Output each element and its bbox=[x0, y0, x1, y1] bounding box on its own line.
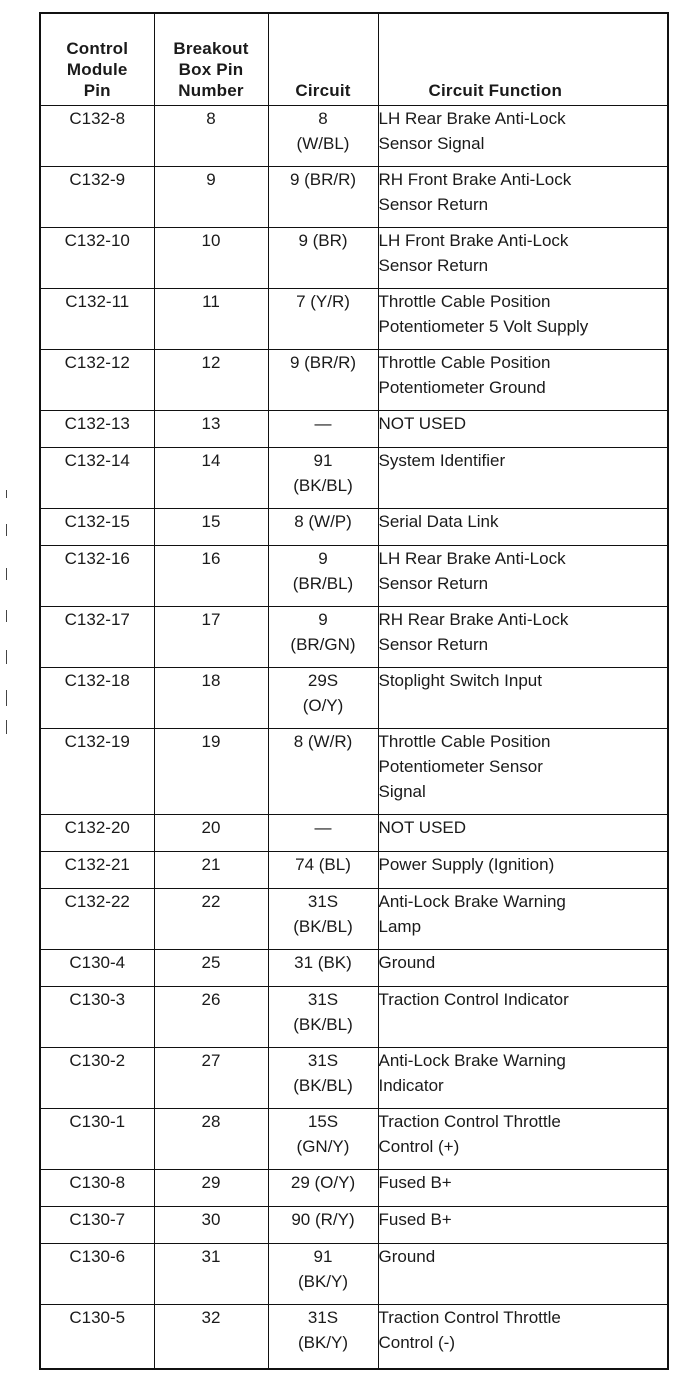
margin-mark bbox=[6, 610, 7, 622]
table-row bbox=[40, 289, 668, 350]
header-breakout-box-pin: Breakout Box Pin Number bbox=[154, 13, 268, 106]
circuit-function-cell: Ground bbox=[378, 950, 668, 987]
circuit-cell: 29S (O/Y) bbox=[268, 668, 378, 729]
breakout-pin-cell: 30 bbox=[154, 1207, 268, 1244]
breakout-pin-cell: 15 bbox=[154, 509, 268, 546]
circuit-cell: 31S (BK/BL) bbox=[268, 889, 378, 950]
breakout-pin-cell: 11 bbox=[154, 289, 268, 350]
table-row bbox=[40, 729, 668, 815]
circuit-cell: 9 (BR/BL) bbox=[268, 546, 378, 607]
breakout-pin-cell: 12 bbox=[154, 350, 268, 411]
pinout-table bbox=[39, 12, 669, 1370]
circuit-cell: 31S (BK/Y) bbox=[268, 1305, 378, 1369]
circuit-cell: 31 (BK) bbox=[268, 950, 378, 987]
circuit-function-cell: Throttle Cable Position Potentiometer Sensor Signal bbox=[378, 729, 668, 815]
pin-cell: C132-12 bbox=[40, 350, 154, 411]
circuit-cell: 15S (GN/Y) bbox=[268, 1109, 378, 1170]
table-row bbox=[40, 106, 668, 167]
circuit-function-cell: Throttle Cable Position Potentiometer 5 Volt Supply bbox=[378, 289, 668, 350]
margin-mark bbox=[6, 690, 7, 706]
breakout-pin-cell: 8 bbox=[154, 106, 268, 167]
circuit-cell: 31S (BK/BL) bbox=[268, 987, 378, 1048]
margin-mark bbox=[6, 650, 7, 664]
pin-cell: C132-11 bbox=[40, 289, 154, 350]
circuit-function-cell: Traction Control Throttle Control (+) bbox=[378, 1109, 668, 1170]
table-row bbox=[40, 815, 668, 852]
circuit-function-cell: RH Rear Brake Anti-Lock Sensor Return bbox=[378, 607, 668, 668]
table-row bbox=[40, 509, 668, 546]
pin-cell: C132-16 bbox=[40, 546, 154, 607]
breakout-pin-cell: 16 bbox=[154, 546, 268, 607]
table-row bbox=[40, 411, 668, 448]
pin-cell: C132-14 bbox=[40, 448, 154, 509]
circuit-cell: 8 (W/R) bbox=[268, 729, 378, 815]
circuit-cell: 31S (BK/BL) bbox=[268, 1048, 378, 1109]
circuit-cell: 90 (R/Y) bbox=[268, 1207, 378, 1244]
pin-cell: C132-10 bbox=[40, 228, 154, 289]
breakout-pin-cell: 18 bbox=[154, 668, 268, 729]
circuit-cell: 9 (BR/R) bbox=[268, 350, 378, 411]
circuit-cell: 9 (BR/R) bbox=[268, 167, 378, 228]
pin-cell: C130-8 bbox=[40, 1170, 154, 1207]
circuit-function-cell: Anti-Lock Brake Warning Lamp bbox=[378, 889, 668, 950]
breakout-pin-cell: 22 bbox=[154, 889, 268, 950]
table-row bbox=[40, 852, 668, 889]
table-row bbox=[40, 1048, 668, 1109]
table-row bbox=[40, 1109, 668, 1170]
breakout-pin-cell: 31 bbox=[154, 1244, 268, 1305]
table-row bbox=[40, 607, 668, 668]
breakout-pin-cell: 32 bbox=[154, 1305, 268, 1369]
pin-cell: C132-13 bbox=[40, 411, 154, 448]
circuit-function-cell: Stoplight Switch Input bbox=[378, 668, 668, 729]
breakout-pin-cell: 13 bbox=[154, 411, 268, 448]
table-body bbox=[40, 106, 668, 1369]
circuit-function-cell: LH Rear Brake Anti-Lock Sensor Signal bbox=[378, 106, 668, 167]
breakout-pin-cell: 10 bbox=[154, 228, 268, 289]
breakout-pin-cell: 25 bbox=[154, 950, 268, 987]
table-row bbox=[40, 1170, 668, 1207]
breakout-pin-cell: 17 bbox=[154, 607, 268, 668]
pin-cell: C132-20 bbox=[40, 815, 154, 852]
circuit-function-cell: Fused B+ bbox=[378, 1207, 668, 1244]
pin-cell: C132-9 bbox=[40, 167, 154, 228]
circuit-cell: 29 (O/Y) bbox=[268, 1170, 378, 1207]
margin-mark bbox=[6, 568, 7, 580]
breakout-pin-cell: 27 bbox=[154, 1048, 268, 1109]
circuit-function-cell: Fused B+ bbox=[378, 1170, 668, 1207]
pin-cell: C130-4 bbox=[40, 950, 154, 987]
pin-cell: C130-7 bbox=[40, 1207, 154, 1244]
table-row bbox=[40, 889, 668, 950]
circuit-cell: — bbox=[268, 411, 378, 448]
pin-cell: C130-2 bbox=[40, 1048, 154, 1109]
breakout-pin-cell: 26 bbox=[154, 987, 268, 1048]
table-row bbox=[40, 950, 668, 987]
table-row bbox=[40, 987, 668, 1048]
margin-mark bbox=[6, 720, 7, 734]
circuit-function-cell: Throttle Cable Position Potentiometer Ground bbox=[378, 350, 668, 411]
circuit-function-cell: Serial Data Link bbox=[378, 509, 668, 546]
breakout-pin-cell: 14 bbox=[154, 448, 268, 509]
circuit-function-cell: System Identifier bbox=[378, 448, 668, 509]
circuit-cell: 9 (BR) bbox=[268, 228, 378, 289]
circuit-cell: 91 (BK/Y) bbox=[268, 1244, 378, 1305]
circuit-cell: 8 (W/BL) bbox=[268, 106, 378, 167]
pin-cell: C132-15 bbox=[40, 509, 154, 546]
circuit-function-cell: LH Rear Brake Anti-Lock Sensor Return bbox=[378, 546, 668, 607]
circuit-function-cell: LH Front Brake Anti-Lock Sensor Return bbox=[378, 228, 668, 289]
table-row bbox=[40, 668, 668, 729]
pin-cell: C132-22 bbox=[40, 889, 154, 950]
header-circuit: Circuit bbox=[268, 13, 378, 106]
pin-cell: C132-8 bbox=[40, 106, 154, 167]
circuit-function-cell: Ground bbox=[378, 1244, 668, 1305]
circuit-function-cell: Traction Control Indicator bbox=[378, 987, 668, 1048]
margin-marks bbox=[6, 490, 8, 740]
circuit-cell: 9 (BR/GN) bbox=[268, 607, 378, 668]
circuit-cell: 74 (BL) bbox=[268, 852, 378, 889]
breakout-pin-cell: 21 bbox=[154, 852, 268, 889]
pin-cell: C130-5 bbox=[40, 1305, 154, 1369]
pin-cell: C132-18 bbox=[40, 668, 154, 729]
pin-cell: C130-3 bbox=[40, 987, 154, 1048]
breakout-pin-cell: 9 bbox=[154, 167, 268, 228]
breakout-pin-cell: 28 bbox=[154, 1109, 268, 1170]
header-control-module-pin: Control Module Pin bbox=[40, 13, 154, 106]
pin-cell: C130-1 bbox=[40, 1109, 154, 1170]
pin-cell: C132-21 bbox=[40, 852, 154, 889]
circuit-function-cell: Traction Control Throttle Control (-) bbox=[378, 1305, 668, 1369]
table-row bbox=[40, 1305, 668, 1369]
breakout-pin-cell: 20 bbox=[154, 815, 268, 852]
pin-cell: C132-17 bbox=[40, 607, 154, 668]
table-header bbox=[40, 13, 668, 106]
breakout-pin-cell: 19 bbox=[154, 729, 268, 815]
pin-cell: C130-6 bbox=[40, 1244, 154, 1305]
table-row bbox=[40, 167, 668, 228]
table-row bbox=[40, 448, 668, 509]
margin-mark bbox=[6, 490, 7, 498]
pin-cell: C132-19 bbox=[40, 729, 154, 815]
circuit-cell: 7 (Y/R) bbox=[268, 289, 378, 350]
circuit-cell: 8 (W/P) bbox=[268, 509, 378, 546]
header-row bbox=[40, 13, 668, 106]
circuit-function-cell: Power Supply (Ignition) bbox=[378, 852, 668, 889]
table-row bbox=[40, 228, 668, 289]
circuit-cell: — bbox=[268, 815, 378, 852]
margin-mark bbox=[6, 524, 7, 536]
table-row bbox=[40, 1244, 668, 1305]
circuit-function-cell: NOT USED bbox=[378, 411, 668, 448]
circuit-function-cell: NOT USED bbox=[378, 815, 668, 852]
table-row bbox=[40, 350, 668, 411]
header-circuit-function: Circuit Function bbox=[378, 13, 668, 106]
circuit-cell: 91 (BK/BL) bbox=[268, 448, 378, 509]
circuit-function-cell: Anti-Lock Brake Warning Indicator bbox=[378, 1048, 668, 1109]
circuit-function-cell: RH Front Brake Anti-Lock Sensor Return bbox=[378, 167, 668, 228]
table-row bbox=[40, 1207, 668, 1244]
table-row bbox=[40, 546, 668, 607]
breakout-pin-cell: 29 bbox=[154, 1170, 268, 1207]
